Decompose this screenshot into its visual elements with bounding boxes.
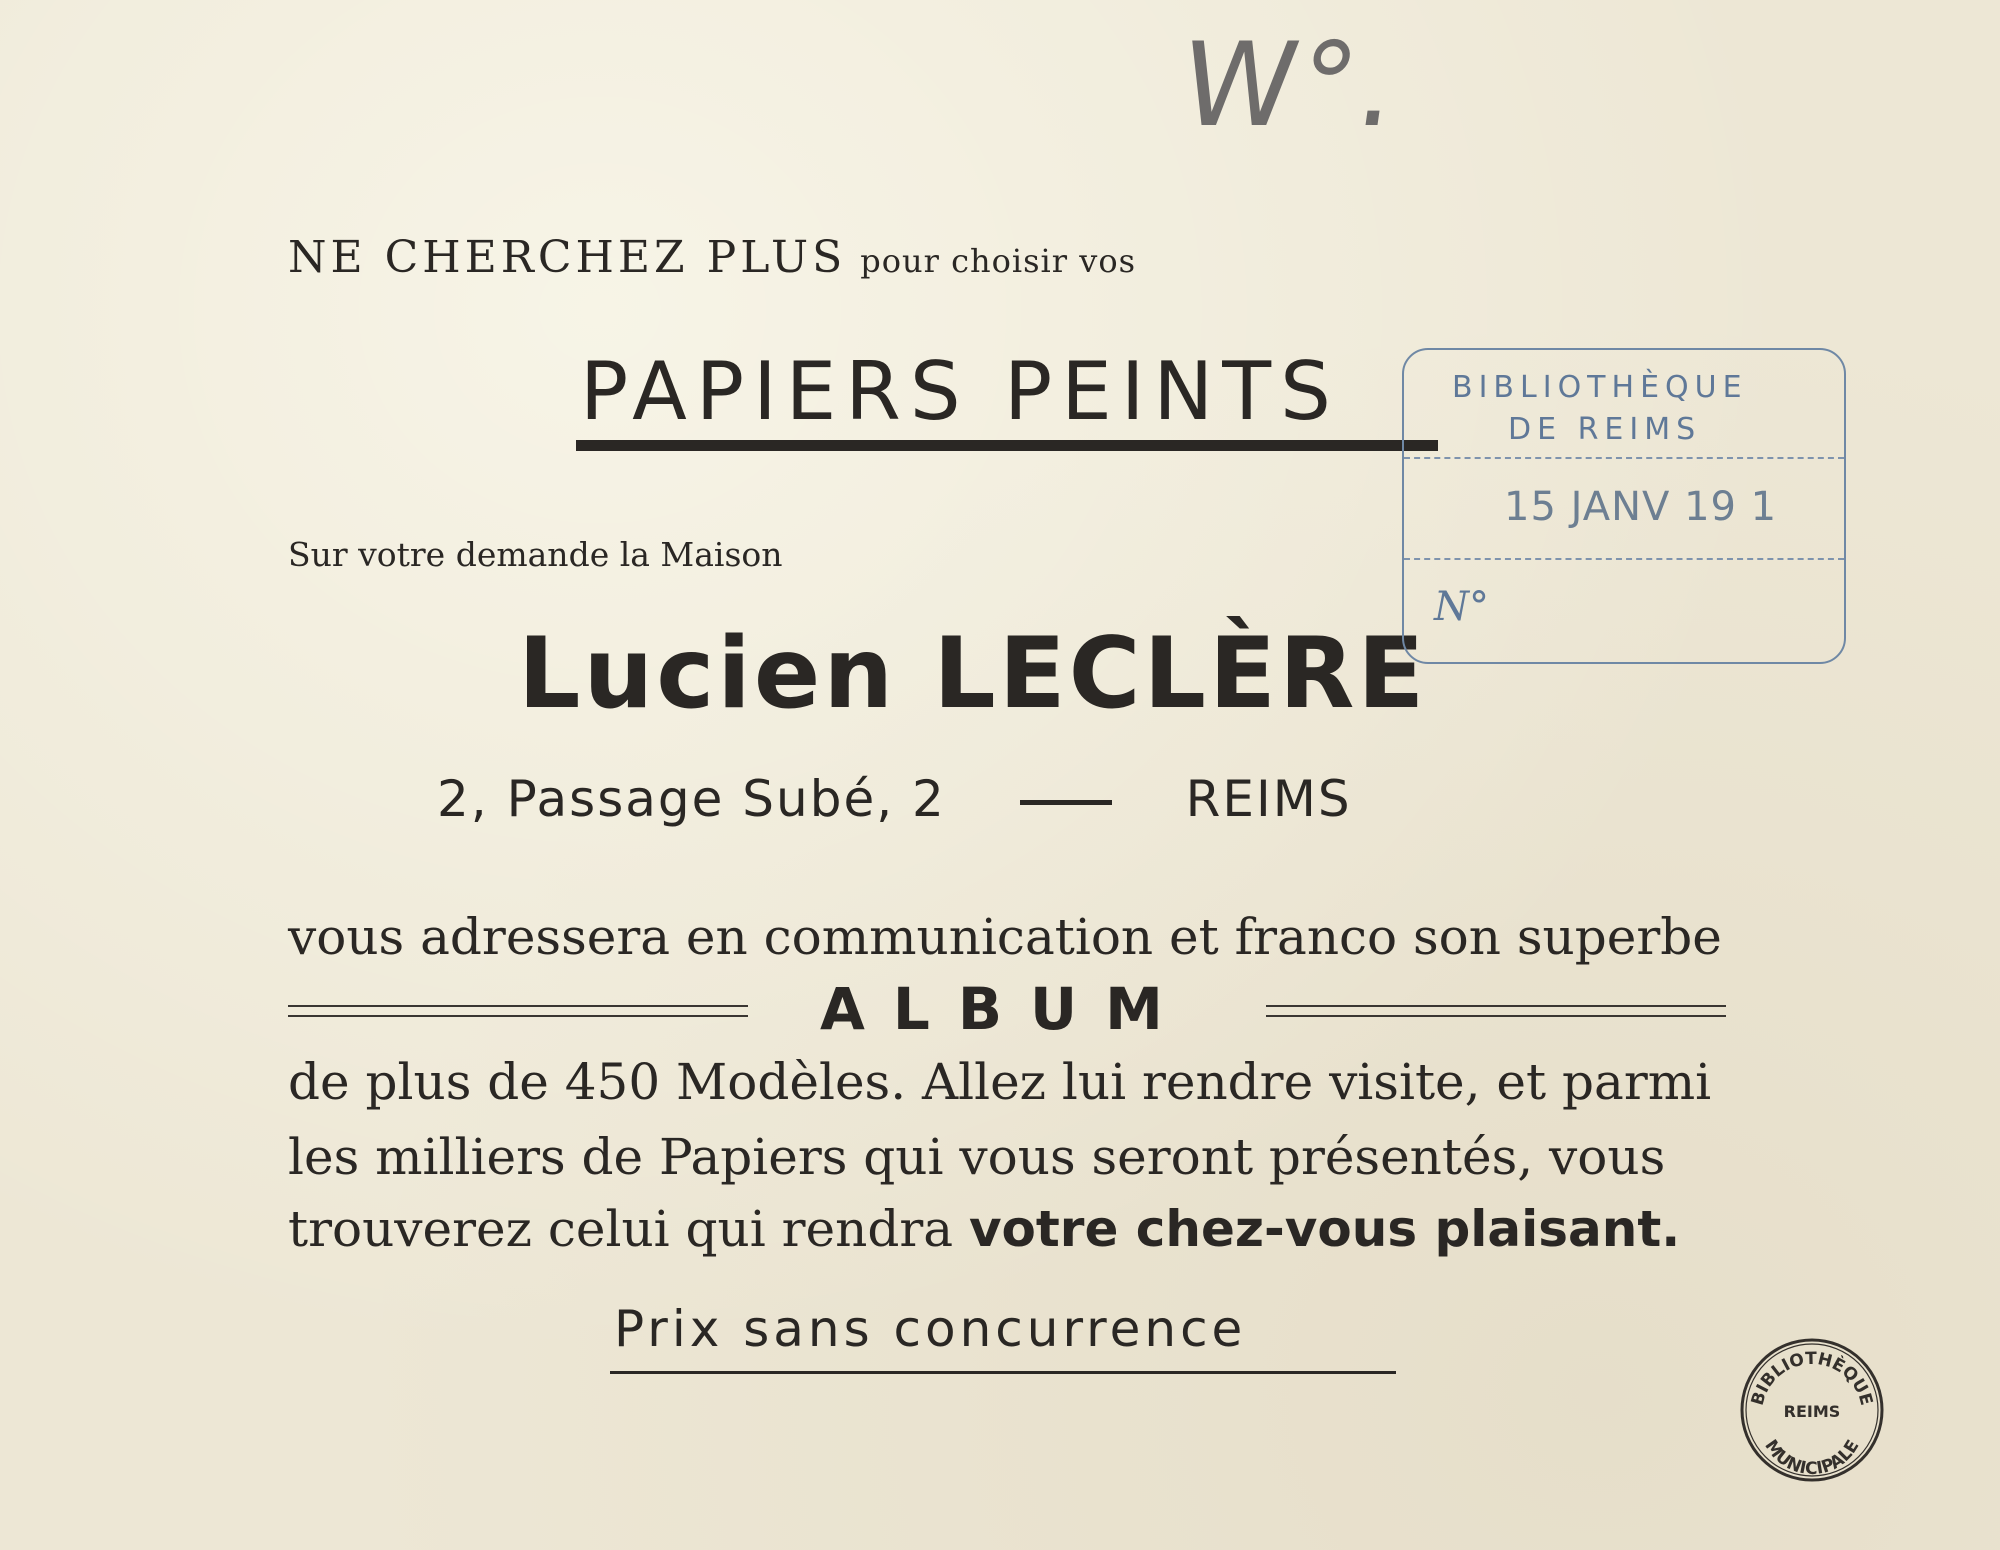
product-heading: PAPIERS PEINTS [580,345,1340,438]
intro-caps: NE CHERCHEZ PLUS [288,232,847,283]
address-street: 2, Passage Subé, 2 [437,770,946,828]
price-line: Prix sans concurrence [614,1300,1247,1358]
handwritten-mark: W°. [1172,18,1408,153]
library-stamp-round [1738,1336,1886,1484]
body-line-2: de plus de 450 Modèles. Allez lui rendre visite, et parmi [288,1053,1712,1111]
body-line-4-plain: trouverez celui qui rendra [288,1200,954,1258]
round-stamp-top: BIBLIOTHÈQUE [1747,1348,1877,1408]
stamp-line-2: DE REIMS [1508,412,1702,447]
stamp-number-label: N° [1434,584,1489,630]
price-underline [610,1371,1396,1374]
body-line-4-bold: votre chez-vous plaisant. [968,1200,1681,1258]
album-rule-left [288,1005,748,1017]
album-heading: ALBUM [820,975,1191,1043]
body-line-4 [288,1200,1680,1258]
address-dash [1020,800,1112,805]
address-city: REIMS [1185,770,1352,828]
product-underline [576,440,1438,451]
company-name: Lucien LECLÈRE [518,617,1428,731]
address-line [437,770,1352,828]
intro-line [288,232,1136,283]
request-line: Sur votre demande la Maison [288,535,783,574]
body-line-1: vous adressera en communication et franco son superbe [288,908,1722,966]
body-line-3: les milliers de Papiers qui vous seront présentés, vous [288,1128,1666,1186]
intro-rest: pour choisir vos [860,242,1136,280]
album-rule-right [1266,1005,1726,1017]
stamp-date: 15 JANV 19 1 [1504,484,1778,530]
library-stamp-rectangular [1402,348,1846,664]
round-stamp-bottom: MUNICIPALE [1760,1436,1864,1480]
round-stamp-middle: REIMS [1783,1402,1841,1421]
stamp-line-1: BIBLIOTHÈQUE [1452,370,1748,405]
